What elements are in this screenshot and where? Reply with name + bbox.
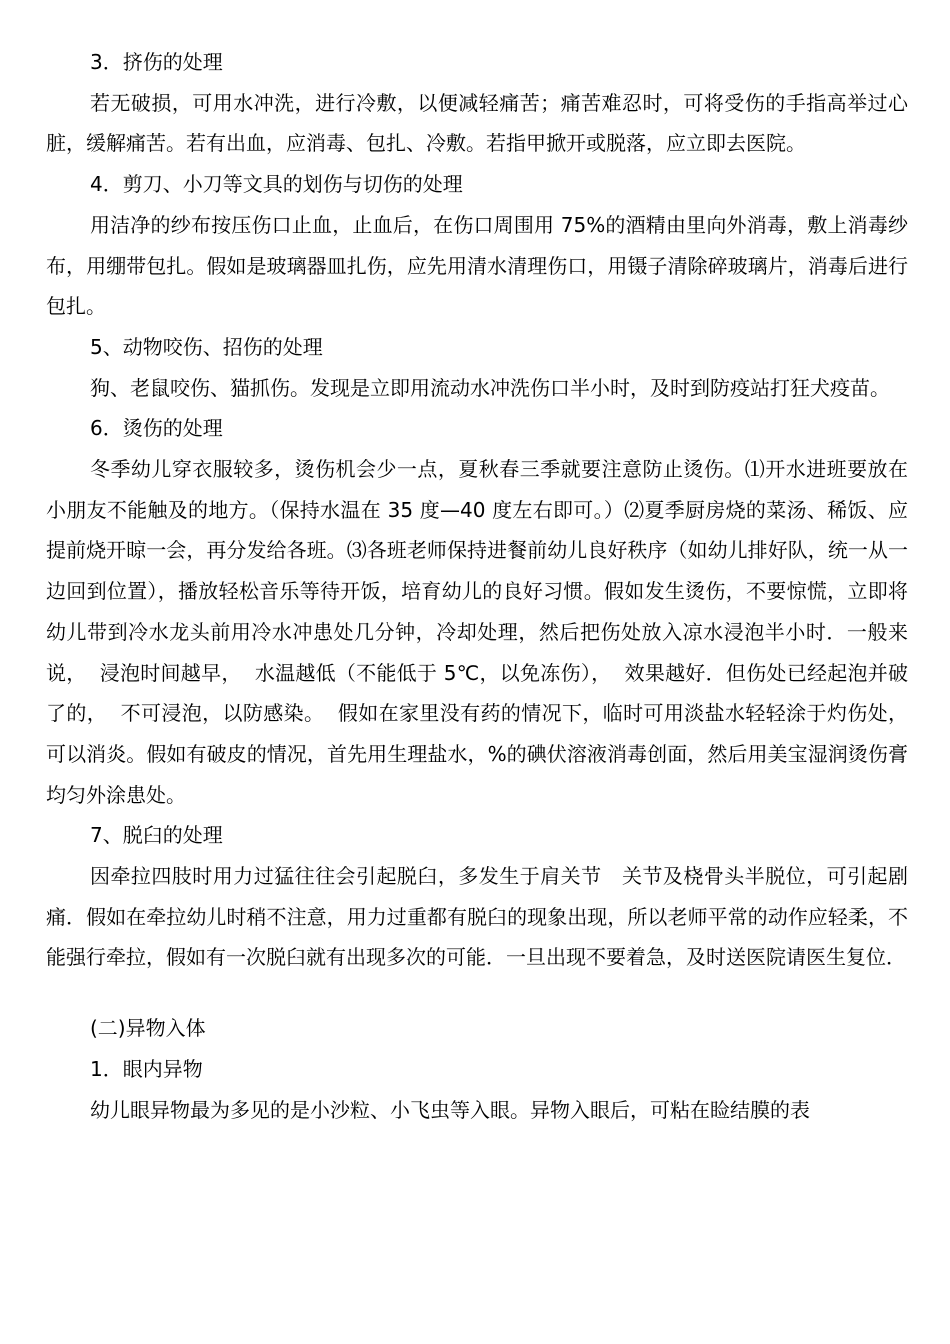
part-2-item-1-body: 幼儿眼异物最为多见的是小沙粒、小飞虫等入眼。异物入眼后，可粘在睑结膜的表: [90, 1097, 810, 1122]
section-4-heading: 4．剪刀、小刀等文具的划伤与切伤的处理: [90, 172, 463, 197]
section-5-heading: 5、动物咬伤、招伤的处理: [90, 334, 323, 359]
section-5-body: 狗、老鼠咬伤、猫抓伤。发现是立即用流动水冲洗伤口半小时，及时到防疫站打狂犬疫苗。: [90, 375, 890, 400]
section-6-heading: 6．烫伤的处理: [90, 416, 223, 441]
section-3-heading: 3．挤伤的处理: [90, 50, 223, 74]
section-6-body: 冬季幼儿穿衣服较多，烫伤机会少一点，夏秋春三季就要注意防止烫伤。⑴开水进班要放在小朋友不能触及的地方。（保持水温在 35 度—40 度左右即可。）⑵夏季厨房烧的菜汤、稀饭、应提前烧开晾一会，再分发给各班。⑶各班老师保持进餐前幼儿良好秩序（如幼儿排好队，统一从一边回到位置），播放轻松音乐等待开饭，培育幼儿的良好习惯。假如发生烫伤，不要惊慌，立即将幼儿带到冷水龙头前用冷水冲患处几分钟，冷却处理，然后把伤处放入凉水浸泡半小时．一般来说， 浸泡时间越早， 水温越低（不能低于 5℃，以免冻伤）， 效果越好．但伤处已经起泡并破了的， 不可浸泡，以防感染。 假如在家里没有药的情况下，临时可用淡盐水轻轻涂于灼伤处， 可以消炎。假如有破皮的情况，首先用生理盐水，%的碘伏溶液消毒创面，然后用美宝湿润烫伤膏均匀外涂患处。: [46, 457, 921, 807]
section-7-body: 因牵拉四肢时用力过猛往往会引起脱臼，多发生于肩关节 关节及桡骨头半脱位，可引起剧痛．假如在牵拉幼儿时稍不注意，用力过重都有脱臼的现象出现，所以老师平常的动作应轻柔，不能强行牵拉，假如有一次脱臼就有出现多次的可能．一旦出现不要着急，及时送医院请医生复位．: [46, 864, 908, 970]
section-spacer: [46, 978, 908, 1008]
part-2-heading: (二)异物入体: [90, 1016, 206, 1041]
document-page: [46, 42, 921, 1130]
section-7-heading: 7、脱臼的处理: [90, 823, 223, 848]
part-2-item-1-heading: 1．眼内异物: [90, 1056, 203, 1081]
section-3-body: 若无破损，可用水冲洗，进行冷敷，以便减轻痛苦；痛苦难忍时，可将受伤的手指高举过心脏，缓解痛苦。若有出血，应消毒、包扎、冷敷。若指甲掀开或脱落，应立即去医院。: [46, 90, 908, 156]
section-4-body: 用洁净的纱布按压伤口止血，止血后，在伤口周围用 75%的酒精由里向外消毒，敷上消毒纱布，用绷带包扎。假如是玻璃器皿扎伤，应先用清水清理伤口，用镊子清除碎玻璃片，消毒后进行包扎。: [46, 212, 908, 319]
